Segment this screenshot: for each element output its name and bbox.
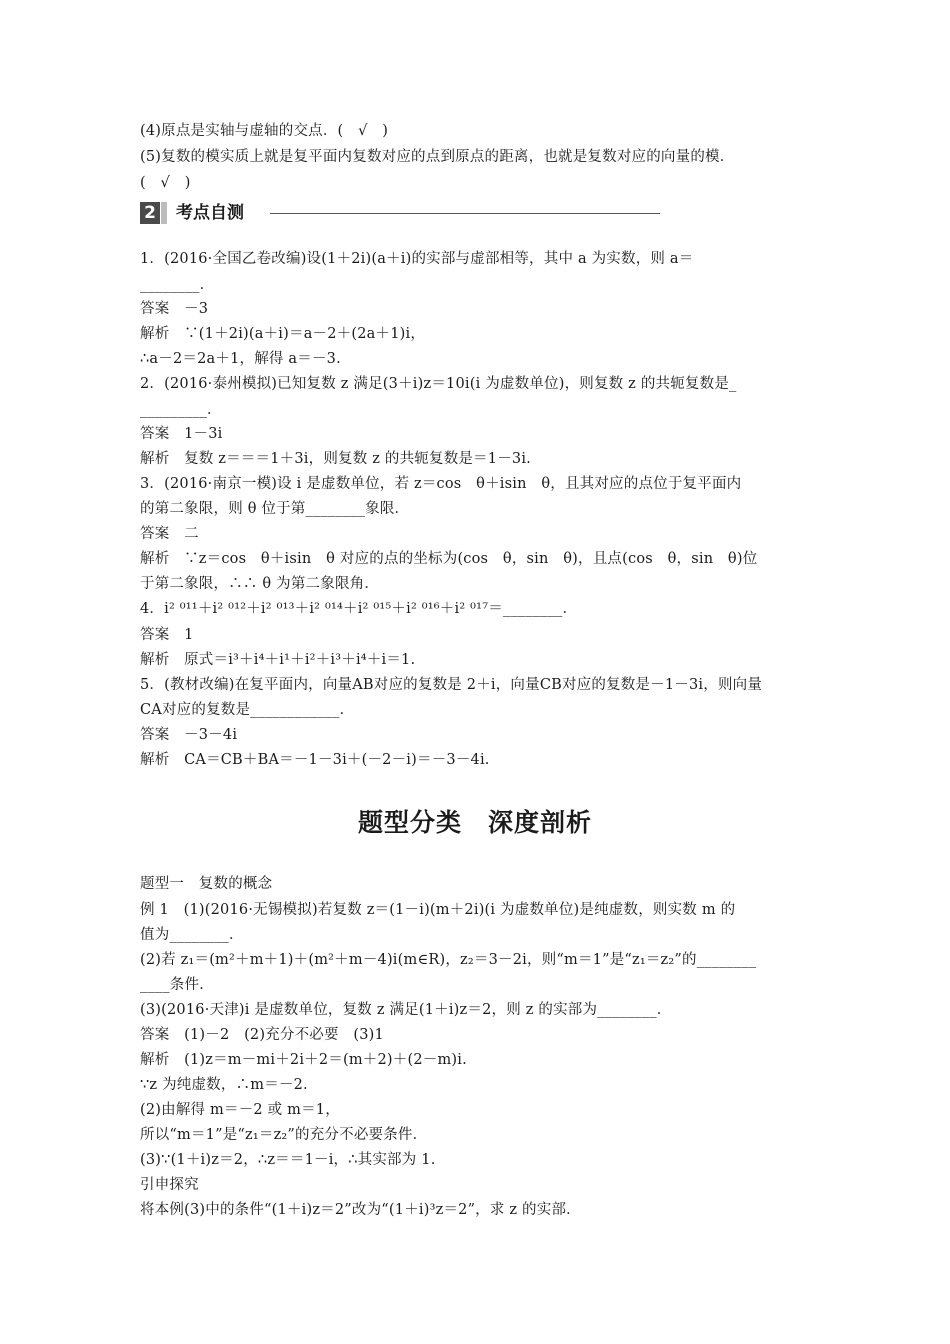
- section-rule: [270, 213, 660, 214]
- example-1-analysis: 解析 (1)z＝m－mi＋2i＋2＝(m＋2)＋(2－m)i.: [140, 1052, 467, 1068]
- analysis-1-cont: ∴a－2＝2a＋1，解得 a＝－3.: [140, 351, 341, 367]
- answer-4: 答案 1: [140, 627, 194, 643]
- analysis-4: 解析 原式＝i³＋i⁴＋i¹＋i²＋i³＋i⁴＋i＝1.: [140, 652, 416, 668]
- example-1-analysis-2: ∵z 为纯虚数，∴m＝－2.: [140, 1077, 308, 1093]
- question-3-cont: 的第二象限，则 θ 位于第________象限．: [140, 501, 410, 517]
- analysis-3-cont: 于第二象限，∴∴ θ 为第二象限角．: [140, 576, 380, 592]
- analysis-1: 解析 ∵(1＋2i)(a＋i)＝a－2＋(2a＋1)i，: [140, 326, 426, 342]
- question-3: 3．(2016·南京一模)设 i 是虚数单位，若 z＝cos θ＋isin θ，且其对应的点位于复平面内: [140, 476, 742, 492]
- example-1-analysis-4: 所以“m＝1”是“z₁＝z₂”的充分不必要条件．: [140, 1127, 428, 1143]
- question-1: 1．(2016·全国乙卷改编)设(1＋2i)(a＋i)的实部与虚部相等，其中 a 为实数，则 a＝: [140, 251, 694, 267]
- true-false-item-5-answer: ( √ ): [140, 175, 191, 191]
- extension-heading: 引申探究: [140, 1177, 199, 1193]
- true-false-item-5: (5)复数的模实质上就是复平面内复数对应的点到原点的距离，也就是复数对应的向量的模．: [140, 149, 735, 165]
- analysis-3: 解析 ∵z＝cos θ＋isin θ 对应的点的坐标为(cos θ，sin θ)，且点(cos θ，sin θ)位: [140, 551, 758, 567]
- answer-2: 答案 1－3i: [140, 426, 223, 442]
- answer-5: 答案 －3－4i: [140, 727, 238, 743]
- section-badge-accent: [161, 202, 167, 224]
- question-5-cont: CA对应的复数是____________．: [140, 702, 355, 718]
- question-4: 4．i² ⁰¹¹＋i² ⁰¹²＋i² ⁰¹³＋i² ⁰¹⁴＋i² ⁰¹⁵＋i² ⁰¹⁶＋i² ⁰¹⁷＝________．: [140, 601, 578, 617]
- example-1-part-3: (3)(2016·天津)i 是虚数单位，复数 z 满足(1＋i)z＝2，则 z 的实部为________．: [140, 1002, 672, 1018]
- example-1: 例 1 (1)(2016·无锡模拟)若复数 z＝(1－i)(m＋2i)(i 为虚数单位)是纯虚数，则实数 m 的: [140, 902, 736, 918]
- analysis-5: 解析 CA＝CB＋BA＝－1－3i＋(－2－i)＝－3－4i.: [140, 752, 490, 768]
- true-false-item-4: (4)原点是实轴与虚轴的交点．( √ ): [140, 123, 389, 139]
- extension-question: 将本例(3)中的条件“(1＋i)z＝2”改为“(1＋i)³z＝2”，求 z 的实部．: [140, 1202, 581, 1218]
- question-1-blank: ________．: [140, 277, 215, 293]
- answer-1: 答案 －3: [140, 301, 209, 317]
- example-1-analysis-3: (2)由解得 m＝－2 或 m＝1，: [140, 1102, 340, 1118]
- example-1-cont: 值为________．: [140, 927, 244, 943]
- question-5: 5．(教材改编)在复平面内，向量AB对应的复数是 2＋i，向量CB对应的复数是－1－3i，则向量: [140, 677, 763, 693]
- chapter-heading: 题型分类 深度剖析: [357, 808, 592, 837]
- question-2-blank: _________．: [140, 402, 222, 418]
- example-1-analysis-5: (3)∵(1＋i)z＝2，∴z＝＝1－i，∴其实部为 1.: [140, 1152, 436, 1168]
- example-1-part-2-cont: ____条件．: [140, 977, 214, 993]
- section-title: 考点自测: [176, 203, 244, 223]
- section-header-self-test: [140, 201, 530, 225]
- analysis-2: 解析 复数 z＝＝＝1＋3i，则复数 z 的共轭复数是＝1－3i.: [140, 451, 531, 467]
- section-number-badge: 2: [140, 202, 160, 224]
- answer-3: 答案 二: [140, 526, 199, 542]
- question-2: 2．(2016·泰州模拟)已知复数 z 满足(3＋i)z＝10i(i 为虚数单位)，则复数 z 的共轭复数是_: [140, 376, 737, 392]
- topic-type-1: 题型一 复数的概念: [140, 876, 273, 892]
- example-1-answer: 答案 (1)－2 (2)充分不必要 (3)1: [140, 1027, 384, 1043]
- example-1-part-2: (2)若 z₁＝(m²＋m＋1)＋(m²＋m－4)i(m∈R)，z₂＝3－2i，则“m＝1”是“z₁＝z₂”的________: [140, 952, 757, 968]
